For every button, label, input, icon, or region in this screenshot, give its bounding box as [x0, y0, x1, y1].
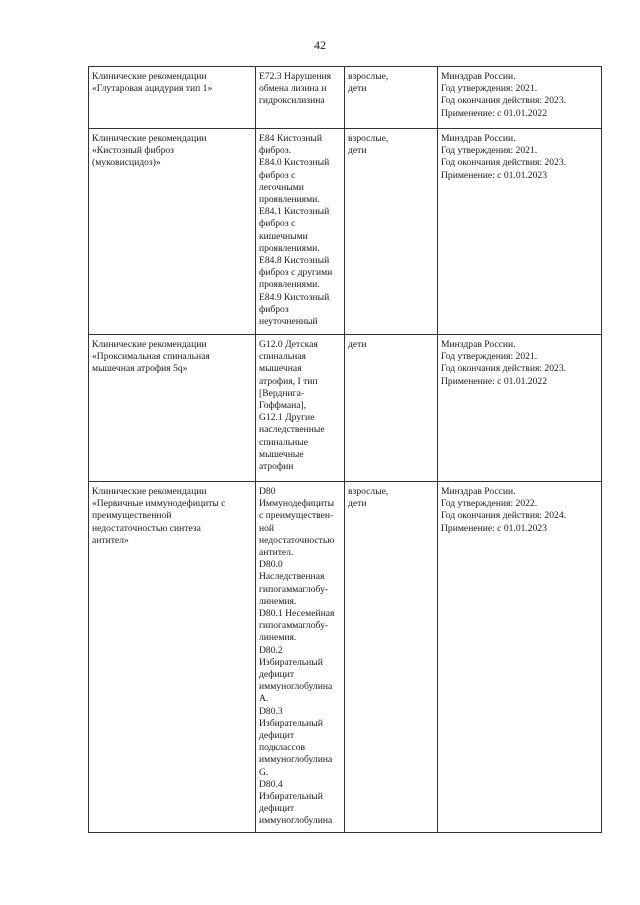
approval-info-cell — [438, 129, 602, 335]
cell-line: E84 Кистозный — [259, 133, 323, 144]
cell-line: атрофия, I тип — [259, 375, 318, 387]
cell-line: Клинические рекомендации — [92, 486, 207, 497]
cell-line: D80.2 — [259, 644, 283, 656]
icd-codes-cell — [256, 482, 345, 833]
cell-line: Избирательный — [259, 791, 323, 803]
age-group-cell — [345, 335, 438, 482]
cell-line: Год утверждения: 2022. — [441, 498, 538, 510]
cell-line: «Первичные иммунодефициты с — [92, 498, 226, 510]
cell-line: гипогаммаглобу- — [259, 583, 329, 595]
cell-line: «Кистозный фиброз — [92, 145, 174, 157]
cell-line: Клинические рекомендации — [92, 133, 207, 144]
cell-line: гипогаммаглобу- — [259, 620, 329, 632]
cell-line: G12.0 Детская — [259, 339, 318, 350]
cell-line: Год окончания действия: 2023. — [441, 95, 567, 107]
cell-line: E72.3 Нарушения — [259, 71, 332, 82]
cell-line: D80.4 — [259, 778, 283, 790]
cell-line: легочными — [259, 181, 304, 193]
cell-line: Минздрав России. — [441, 133, 516, 144]
cell-line: A. — [259, 693, 269, 705]
cell-line: взрослые, — [348, 71, 389, 82]
cell-line: подклассов — [259, 742, 306, 754]
cell-line: Избирательный — [259, 656, 323, 668]
cell-line: взрослые, — [348, 486, 389, 497]
cell-line: иммуноглобулина — [259, 681, 333, 693]
cell-line: гидроксилизина — [259, 95, 325, 107]
cell-line: «Проксимальная спинальная — [92, 351, 210, 363]
cell-line: дети — [348, 498, 367, 510]
cell-line: фиброз с другими — [259, 267, 333, 279]
cell-line: (муковисцидоз)» — [92, 157, 161, 169]
age-group-cell — [345, 482, 438, 833]
cell-line: мышечная атрофия 5q» — [92, 363, 188, 375]
cell-line: D80.1 Несемейная — [259, 608, 335, 620]
cell-line: недостаточностью — [259, 534, 335, 546]
cell-line: кишечными — [259, 230, 308, 242]
cell-line: Применение: с 01.01.2022 — [441, 375, 547, 387]
cell-line: фиброз с — [259, 218, 296, 230]
cell-line: дети — [348, 83, 367, 95]
cell-line: Клинические рекомендации — [92, 339, 207, 350]
cell-line: проявлениями. — [259, 279, 320, 291]
cell-line: фиброз — [259, 303, 289, 315]
cell-line: Год утверждения: 2021. — [441, 351, 538, 363]
cell-line: G. — [259, 766, 269, 778]
cell-line: Применение: с 01.01.2023 — [441, 169, 547, 181]
cell-line: Год утверждения: 2021. — [441, 145, 538, 157]
guidelines-table — [88, 66, 602, 833]
cell-line: Наследственная — [259, 571, 325, 583]
cell-line: недостаточностью синтеза — [92, 522, 201, 534]
guideline-name-cell — [89, 335, 256, 482]
cell-line: фиброз. — [259, 145, 292, 157]
cell-line: проявлениями. — [259, 194, 320, 206]
cell-line: D80.0 — [259, 559, 283, 571]
cell-line: с преимуществен- — [259, 510, 334, 522]
cell-line: E84.9 Кистозный — [259, 291, 330, 303]
cell-line: Применение: с 01.01.2022 — [441, 107, 547, 119]
cell-line: дефицит — [259, 730, 295, 742]
cell-line: Год окончания действия: 2024. — [441, 510, 567, 522]
cell-line: дефицит — [259, 803, 295, 815]
page-number: 42 — [314, 38, 326, 52]
cell-line: линемия. — [259, 595, 297, 607]
cell-line: Применение: с 01.01.2023 — [441, 522, 547, 534]
cell-line: атрофии — [259, 461, 294, 473]
cell-line: наследственные — [259, 424, 325, 436]
cell-line: Год окончания действия: 2023. — [441, 363, 567, 375]
age-group-cell — [345, 129, 438, 335]
age-group-cell — [345, 67, 438, 129]
cell-line: преимущественной — [92, 510, 172, 522]
table-row — [89, 67, 602, 129]
approval-info-cell — [438, 482, 602, 833]
table-row — [89, 482, 602, 833]
cell-line: взрослые, — [348, 133, 389, 144]
guideline-name-cell — [89, 67, 256, 129]
cell-line: Минздрав России. — [441, 71, 516, 82]
cell-line: D80.3 — [259, 705, 283, 717]
table-row — [89, 129, 602, 335]
cell-line: мышечная — [259, 363, 302, 375]
cell-line: антител. — [259, 547, 294, 559]
cell-line: обмена лизина и — [259, 83, 327, 95]
approval-info-cell — [438, 67, 602, 129]
cell-line: [Верднига- — [259, 387, 305, 399]
cell-line: мышечные — [259, 448, 304, 460]
cell-line: проявлениями. — [259, 242, 320, 254]
cell-line: ной — [259, 522, 275, 534]
cell-line: E84.8 Кистозный — [259, 255, 330, 267]
cell-line: дети — [348, 339, 367, 350]
cell-line: Клинические рекомендации — [92, 71, 207, 82]
cell-line: Избирательный — [259, 717, 323, 729]
cell-line: фиброз с — [259, 169, 296, 181]
cell-line: спинальная — [259, 351, 306, 363]
cell-line: G12.1 Другие — [259, 412, 315, 424]
guideline-name-cell — [89, 482, 256, 833]
cell-line: Минздрав России. — [441, 339, 516, 350]
cell-line: антител» — [92, 534, 129, 546]
cell-line: «Глутаровая ацидурия тип 1» — [92, 83, 213, 95]
cell-line: Иммунодефициты — [259, 498, 335, 510]
icd-codes-cell — [256, 129, 345, 335]
table-row — [89, 335, 602, 482]
cell-line: Год утверждения: 2021. — [441, 83, 538, 95]
cell-line: иммуноглобулина — [259, 815, 333, 827]
guideline-name-cell — [89, 129, 256, 335]
cell-line: неуточненный — [259, 316, 318, 328]
cell-line: дефицит — [259, 669, 295, 681]
cell-line: спинальные — [259, 436, 309, 448]
cell-line: Год окончания действия: 2023. — [441, 157, 567, 169]
cell-line: D80 — [259, 486, 276, 497]
approval-info-cell — [438, 335, 602, 482]
cell-line: дети — [348, 145, 367, 157]
cell-line: E84.1 Кистозный — [259, 206, 330, 218]
cell-line: иммуноглобулина — [259, 754, 333, 766]
cell-line: E84.0 Кистозный — [259, 157, 330, 169]
cell-line: Гоффмана], — [259, 400, 307, 412]
icd-codes-cell — [256, 67, 345, 129]
cell-line: Минздрав России. — [441, 486, 516, 497]
cell-line: линемия. — [259, 632, 297, 644]
icd-codes-cell — [256, 335, 345, 482]
